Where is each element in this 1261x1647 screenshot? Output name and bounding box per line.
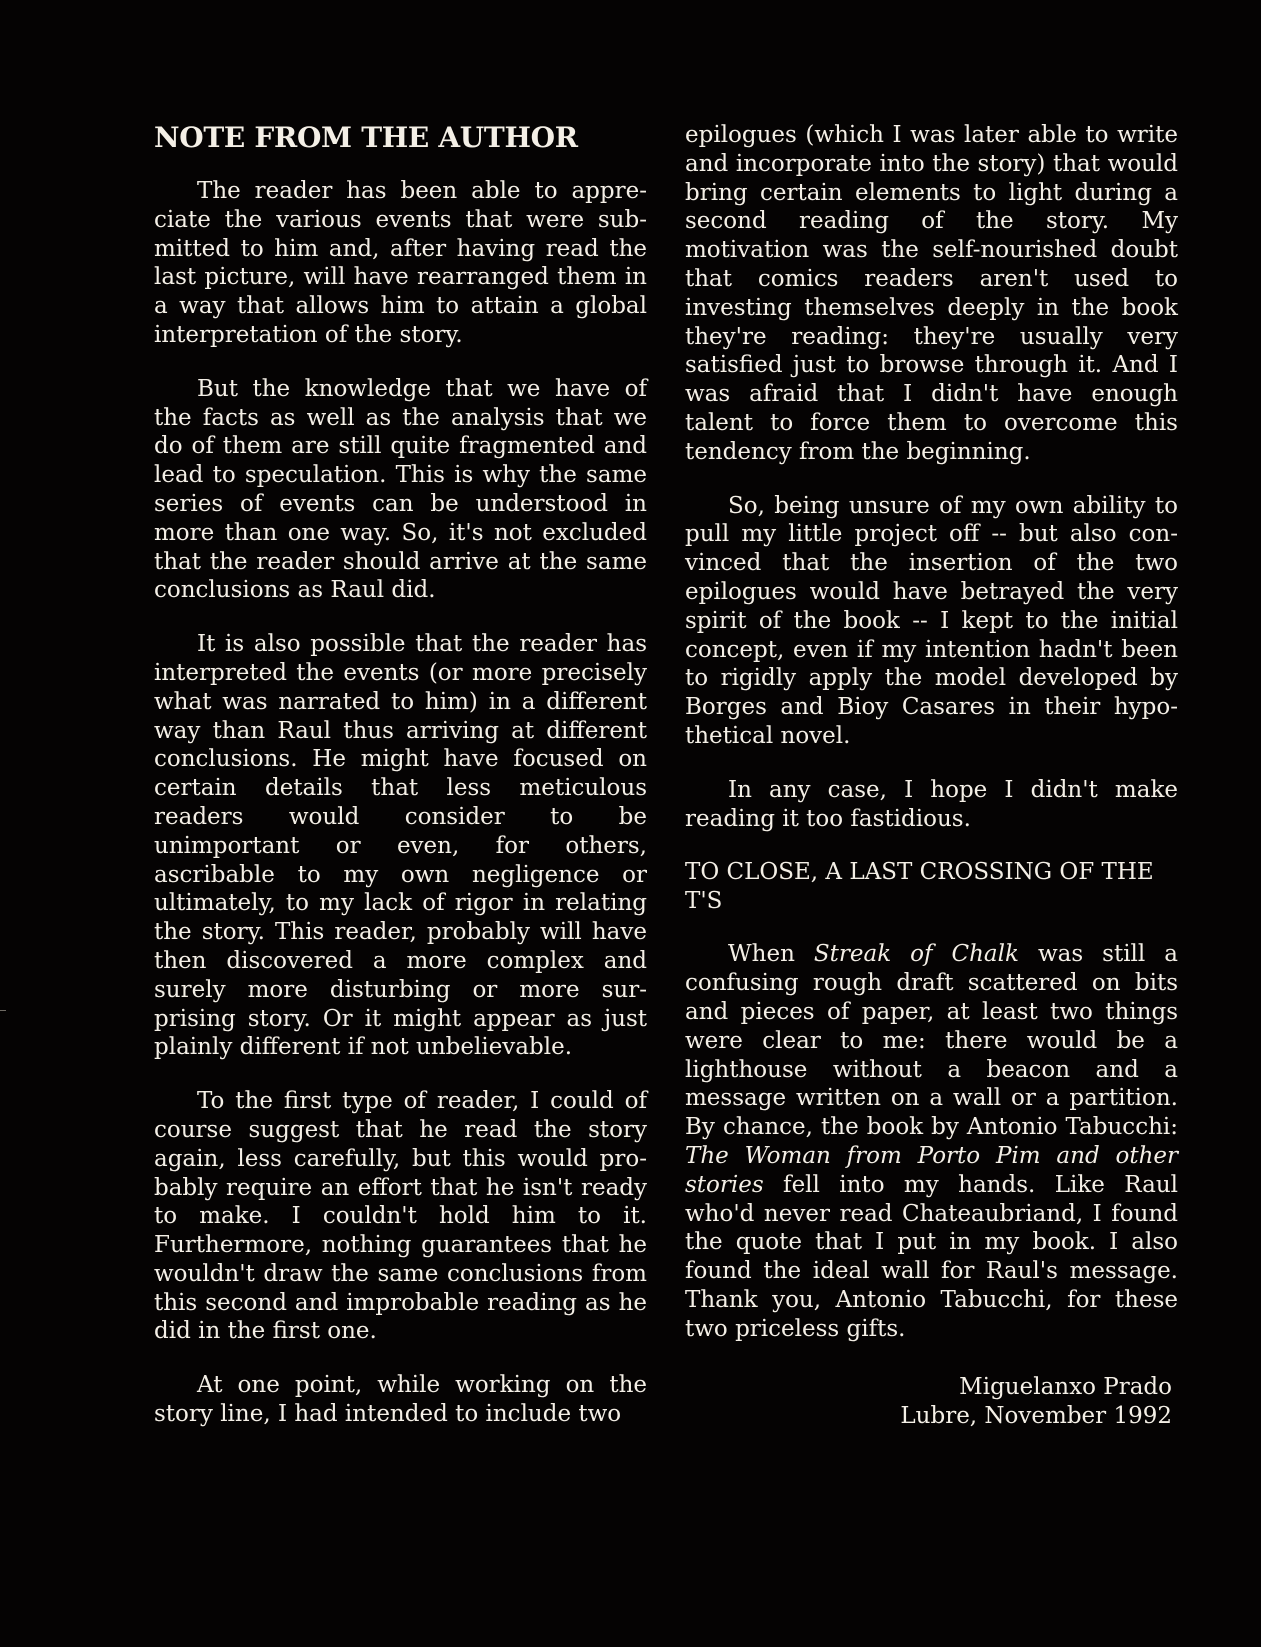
signature-block [685,1373,1178,1431]
paragraph-4: To the first type of reader, I could of course suggest that he read the story again, less carefully, but this would probably require an effort that he isn't ready to make. I couldn't hold him to it. Furthermore, nothing guarantees that he wouldn't draw the same conclusions from this second and improbable reading as he did in the first one. [154,1088,647,1345]
paragraph-3: It is also possible that the reader has interpreted the events (or more precisely what was narrated to him) in a different way than Raul thus arriving at different conclusions. He might have focused on certain details that less meticulous readers would consider to be unimportant or even, for others, ascribable to my own negligence or ultimately, to my lack of rigor in relating the story. This reader, probably will have then discovered a more complex and surely more disturbing or more surprising story. Or it might appear as just plainly different if not unbelievable. [154,631,647,1061]
paragraph-8-part-c: fell into my hands. Like Raul who'd never read Chateaubriand, I found the quote that I put in my book. I also found the ideal wall for Raul's message. Thank you, Antonio Tabucchi, for these two priceless gifts. [685,1171,1178,1342]
paragraph-2: But the knowledge that we have of the facts as well as the analysis that we do of them are still quite fragmented and lead to speculation. This is why the same series of events can be understood in more than one way. So, it's not excluded that the reader should arrive at the same conclusions as Raul did. [154,375,647,604]
page-edge-mark [0,1010,6,1011]
page-title: NOTE FROM THE AUTHOR [154,121,578,154]
paragraph-8-part-b: was still a confusing rough draft scattered on bits and pieces of paper, at least two things were clear to me: there would be a lighthouse without a beacon and a message written on a wall or a partition. By chance, the book by Antonio Tabucchi: [685,941,1178,1141]
paragraph-5: At one point, while working on the story line, I had intended to include two [154,1372,647,1428]
paragraph-7: In any case, I hope I didn't make reading it too fastidious. [685,776,1178,832]
paragraph-5-continued: epilogues (which I was later able to write and incorporate into the story) that would bring certain elements to light during a second reading of the story. My motivation was the self-nourished doubt that comics readers aren't used to investing themselves deeply in the book they're reading: they're usually very satisfied just to browse through it. And I was afraid that I didn't have enough talent to force them to overcome this tendency from the beginning. [685,122,1178,465]
book-title-woman-from-porto-pim: The Woman from Porto Pim and other stories [685,1142,1178,1198]
paragraph-6: So, being unsure of my own ability to pull my little project off -- but also convinced that the insertion of the two epilogues would have betrayed the very spirit of the book -- I kept to the initial concept, even if my intention hadn't been to rigidly apply the model developed by Borges and Bioy Casares in their hypothetical novel. [685,492,1178,749]
section-subheading: TO CLOSE, A LAST CROSSING OF THE T'S [685,859,1154,915]
paragraph-8-part-a: When [728,941,814,968]
signature-name: Miguelanxo Prado [959,1374,1172,1401]
paragraph-8 [685,940,1178,1343]
right-column [685,121,1178,1431]
signature-place-date: Lubre, November 1992 [900,1403,1172,1430]
left-column [154,121,647,1454]
book-title-streak-of-chalk: Streak of Chalk [813,941,1019,968]
paragraph-1: The reader has been able to appreciate the various events that were submitted to him and, after having read the last picture, will have rearranged them in a way that allows him to attain a global interpretation of the story. [154,178,647,348]
